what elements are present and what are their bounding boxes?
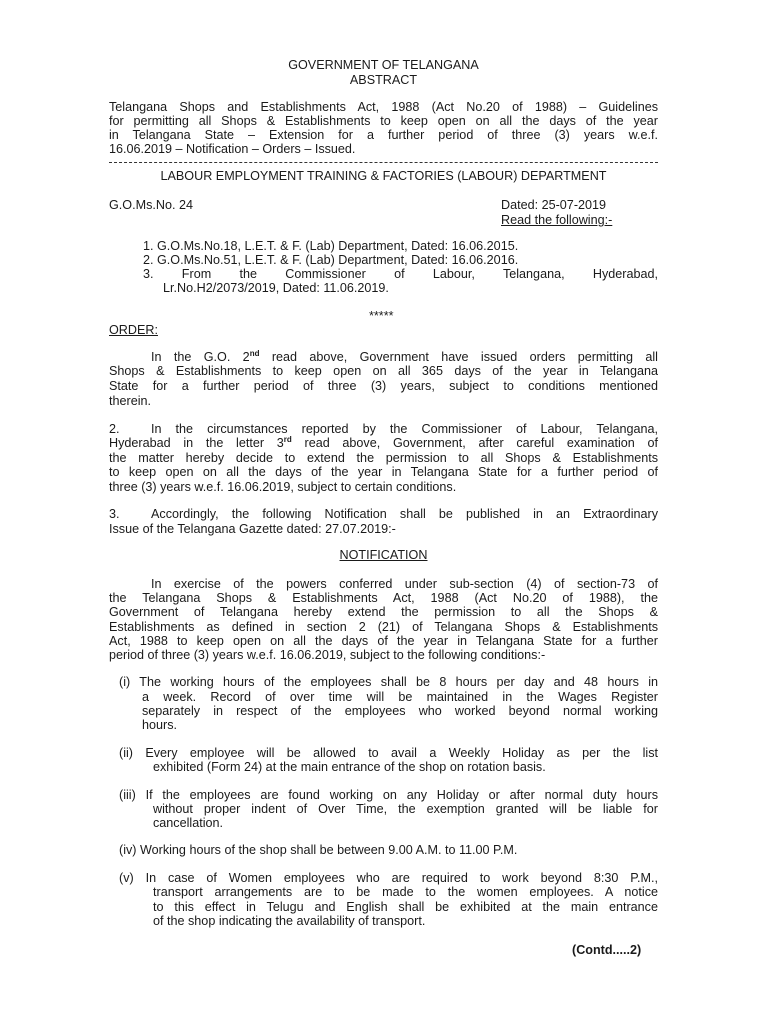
go-date: Dated: 25-07-2019	[501, 198, 607, 212]
government-title: GOVERNMENT OF TELANGANA	[288, 58, 479, 72]
condition-ii-line-1: (ii) Every employee will be allowed to avail a Weekly Holiday as per the list	[119, 746, 658, 760]
reference-3-line-1: 3. From the Commissioner of Labour, Telangana, Hyderabad,	[143, 267, 658, 281]
para1-line-2: Shops & Establishments to keep open on all 365 days of the year in Telangana	[109, 364, 658, 378]
dashed-divider	[109, 162, 658, 163]
condition-i-line-1: (i) The working hours of the employees shall be 8 hours per day and 48 hours in	[119, 675, 658, 689]
notification-line-4: Establishments as defined in section 2 (21) of Telangana Shops & Establishments	[109, 620, 658, 634]
condition-v-line-1: (v) In case of Women employees who are required to work beyond 8:30 P.M.,	[119, 871, 658, 885]
department-title: LABOUR EMPLOYMENT TRAINING & FACTORIES (LABOUR) DEPARTMENT	[160, 169, 607, 183]
para2-line-4: to keep open on all the days of the year in Telangana State for a further period of	[109, 465, 658, 479]
para3-line-2: Issue of the Telangana Gazette dated: 27.07.2019:-	[109, 522, 396, 536]
para2-line-5: three (3) years w.e.f. 16.06.2019, subject to certain conditions.	[109, 480, 457, 494]
abstract-title: ABSTRACT	[349, 73, 418, 87]
condition-iii-line-2: without proper indent of Over Time, the exemption granted will be liable for	[153, 802, 658, 816]
condition-iv-line-1: (iv) Working hours of the shop shall be between 9.00 A.M. to 11.00 P.M.	[119, 843, 518, 857]
reference-2: 2. G.O.Ms.No.51, L.E.T. & F. (Lab) Department, Dated: 16.06.2016.	[143, 253, 519, 267]
reference-3-line-2: Lr.No.H2/2073/2019, Dated: 11.06.2019.	[163, 281, 389, 295]
condition-v-line-2: transport arrangements are to be made to the women employees. A notice	[153, 885, 658, 899]
condition-v-line-4: of the shop indicating the availability of transport.	[153, 914, 426, 928]
subject-line-2: for permitting all Shops & Establishments to keep open on all the days of the year	[109, 114, 658, 128]
para1-line-1: In the G.O. 2nd read above, Government have issued orders permitting all	[151, 348, 658, 364]
para2-line-3: the matter hereby decide to extend the permission to all Shops & Establishments	[109, 451, 658, 465]
reference-1: 1. G.O.Ms.No.18, L.E.T. & F. (Lab) Department, Dated: 16.06.2015.	[143, 239, 519, 253]
order-heading: ORDER:	[109, 323, 158, 337]
notification-line-1: In exercise of the powers conferred under sub-section (4) of section-73 of	[151, 577, 658, 591]
condition-iii-line-3: cancellation.	[153, 816, 224, 830]
read-following-label: Read the following:-	[501, 213, 613, 227]
condition-iii-line-1: (iii) If the employees are found working on any Holiday or after normal duty hours	[119, 788, 658, 802]
continued-marker: (Contd.....2)	[572, 943, 642, 957]
separator-stars: *****	[369, 309, 394, 323]
condition-v-line-3: to this effect in Telugu and English shall be exhibited at the main entrance	[153, 900, 658, 914]
notification-line-2: the Telangana Shops & Establishments Act, 1988 (Act No.20 of 1988), the	[109, 591, 658, 605]
condition-i-line-4: hours.	[142, 718, 178, 732]
notification-line-3: Government of Telangana hereby extend the permission to all the Shops &	[109, 605, 658, 619]
condition-i-line-3: separately in respect of the employees who worked beyond normal working	[142, 704, 658, 718]
subject-line-1: Telangana Shops and Establishments Act, 1988 (Act No.20 of 1988) – Guidelines	[109, 100, 658, 114]
go-number: G.O.Ms.No. 24	[109, 198, 193, 212]
para3-line-1: Accordingly, the following Notification shall be published in an Extraordinary	[151, 507, 658, 521]
subject-line-4: 16.06.2019 – Notification – Orders – Issued.	[109, 142, 356, 156]
condition-ii-line-2: exhibited (Form 24) at the main entrance of the shop on rotation basis.	[153, 760, 546, 774]
para1-line-3: State for a further period of three (3) years, subject to conditions mentioned	[109, 379, 658, 393]
para3-number: 3.	[109, 507, 120, 521]
subject-line-3: in Telangana State – Extension for a further period of three (3) years w.e.f.	[109, 128, 658, 142]
para2-line-2: Hyderabad in the letter 3rd read above, Government, after careful examination of	[109, 434, 658, 450]
notification-heading: NOTIFICATION	[339, 548, 428, 562]
notification-line-6: period of three (3) years w.e.f. 16.06.2019, subject to the following conditions:-	[109, 648, 546, 662]
para2-line-1: In the circumstances reported by the Commissioner of Labour, Telangana,	[151, 422, 658, 436]
condition-i-line-2: a week. Record of over time will be maintained in the Wages Register	[142, 690, 658, 704]
para2-number: 2.	[109, 422, 120, 436]
para1-line-4: therein.	[109, 394, 152, 408]
notification-line-5: Act, 1988 to keep open on all the days of the year in Telangana State for a further	[109, 634, 658, 648]
